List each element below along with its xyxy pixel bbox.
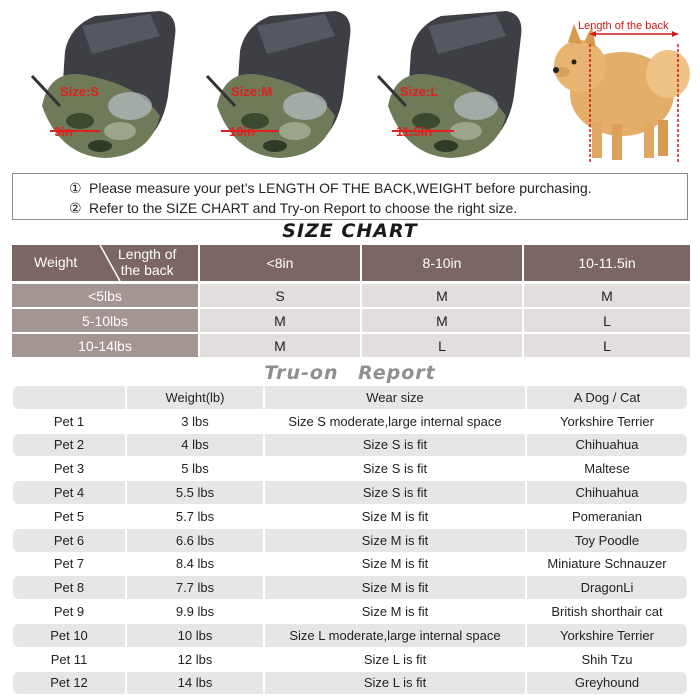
report-row [13,672,689,696]
report-size-cell: Size M is fit [361,604,429,620]
report-pet-cell: Pet 6 [13,529,125,552]
report-row [13,624,689,648]
report-row [13,434,689,458]
size-chart-value-cell: L [362,334,522,357]
report-breed-cell: British shorthair cat [551,604,663,620]
report-pet-cell: Pet 8 [13,576,125,599]
report-size-cell: Size S is fit [265,481,525,504]
report-size-cell: Size M is fit [265,576,525,599]
report-weight-cell: 3 lbs [181,413,209,429]
report-row [13,576,689,600]
corner-length-line-2: the back [120,262,174,278]
size-chart-value-cell: L [524,334,690,357]
size-chart-row [12,284,690,307]
report-row [13,600,689,624]
report-pet-cell: Pet 7 [53,556,85,572]
report-pet-cell: Pet 1 [53,413,85,429]
length-label-m: 10in [229,124,256,139]
report-row [13,529,689,553]
report-breed-cell: Greyhound [527,672,687,695]
report-size-cell: Size S is fit [265,434,525,457]
size-chart-value-cell: M [200,309,360,332]
report-header-cell: Weight(lb) [127,386,263,409]
report-size-cell: Size M is fit [265,529,525,552]
size-chart-row [12,334,690,357]
corner-length-line-1: Length of [118,246,177,262]
report-size-cell: Size M is fit [361,556,429,572]
instruction-text: Refer to the SIZE CHART and Try-on Report to choose the right size. [89,200,518,216]
report-size-cell: Size S moderate,large internal space [288,413,502,429]
report-table [13,386,689,695]
report-weight-cell: 7.7 lbs [127,576,263,599]
size-chart-column-header: <8in [200,245,360,281]
corner-length-label [118,246,176,278]
report-row [13,481,689,505]
report-row [13,457,689,481]
product-photos [0,0,700,172]
report-row [13,553,689,577]
report-title: Tru-on Report [264,362,436,384]
report-header-cell: Wear size [265,386,525,409]
instruction-line-2 [69,198,687,218]
report-weight-cell: 14 lbs [127,672,263,695]
size-chart-weight-cell: <5lbs [12,284,198,307]
size-chart-column-header: 10-11.5in [524,245,690,281]
length-label-l: 11.5in [396,124,433,139]
size-chart-corner-cell [12,245,198,281]
report-row [13,505,689,529]
size-label-s: Size:S [60,84,100,99]
report-size-cell: Size L moderate,large internal space [265,624,525,647]
length-of-back-label: Length of the back [578,20,669,32]
report-breed-cell: Toy Poodle [527,529,687,552]
report-pet-cell: Pet 10 [13,624,125,647]
sling-photo-large [366,6,536,166]
size-chart-column-header: 8-10in [362,245,522,281]
report-size-cell: Size L is fit [265,672,525,695]
report-weight-cell: 12 lbs [177,651,213,667]
report-header-row [13,386,689,410]
size-chart-row [12,309,690,332]
size-chart-weight-cell: 5-10lbs [12,309,198,332]
size-chart-value-cell: S [200,284,360,307]
report-header-cell: A Dog / Cat [527,386,687,409]
report-breed-cell: Shih Tzu [581,651,633,667]
report-size-cell: Size L is fit [363,651,427,667]
report-breed-cell: Pomeranian [571,508,643,524]
size-label-m: Size:M [231,84,273,99]
report-pet-cell: Pet 12 [13,672,125,695]
report-pet-cell: Pet 11 [50,651,88,667]
report-weight-cell: 5.5 lbs [127,481,263,504]
report-pet-cell: Pet 4 [13,481,125,504]
sling-photo-medium [195,6,365,166]
size-chart-title: SIZE CHART [282,220,418,242]
report-breed-cell: Maltese [584,461,630,477]
instruction-text: Please measure your pet’s LENGTH OF THE BACK,WEIGHT before purchasing. [89,180,592,196]
size-label-l: Size:L [400,84,439,99]
report-pet-cell: Pet 3 [53,461,85,477]
size-chart-value-cell: M [524,284,690,307]
report-breed-cell: DragonLi [527,576,687,599]
size-chart-value-cell: M [362,284,522,307]
report-weight-cell: 9.9 lbs [175,604,215,620]
size-chart-value-cell: M [362,309,522,332]
length-label-s: 9in [54,124,73,139]
instruction-line-1 [69,178,687,198]
report-weight-cell: 10 lbs [127,624,263,647]
report-row [13,410,689,434]
report-weight-cell: 4 lbs [127,434,263,457]
size-chart-value-cell: L [524,309,690,332]
report-pet-cell: Pet 9 [53,604,85,620]
report-weight-cell: 5.7 lbs [175,508,215,524]
instruction-number: ② [69,200,82,216]
report-breed-cell: Chihuahua [527,481,687,504]
size-chart-table [12,245,690,359]
corner-weight-label: Weight [34,254,78,270]
report-breed-cell: Chihuahua [527,434,687,457]
instruction-number: ① [69,180,82,196]
report-row [13,648,689,672]
sling-photo-small [20,6,190,166]
size-chart-weight-cell: 10-14lbs [12,334,198,357]
report-weight-cell: 8.4 lbs [175,556,215,572]
report-breed-cell: Yorkshire Terrier [527,624,687,647]
report-breed-cell: Miniature Schnauzer [547,556,667,572]
size-chart-value-cell: M [200,334,360,357]
report-pet-cell: Pet 2 [13,434,125,457]
size-chart-header-row [12,245,690,281]
report-weight-cell: 5 lbs [181,461,209,477]
report-weight-cell: 6.6 lbs [127,529,263,552]
report-breed-cell: Yorkshire Terrier [560,413,654,429]
instructions-box [12,173,688,220]
report-size-cell: Size S is fit [362,461,428,477]
report-header-cell [13,386,125,409]
report-size-cell: Size M is fit [361,508,429,524]
report-pet-cell: Pet 5 [53,508,85,524]
